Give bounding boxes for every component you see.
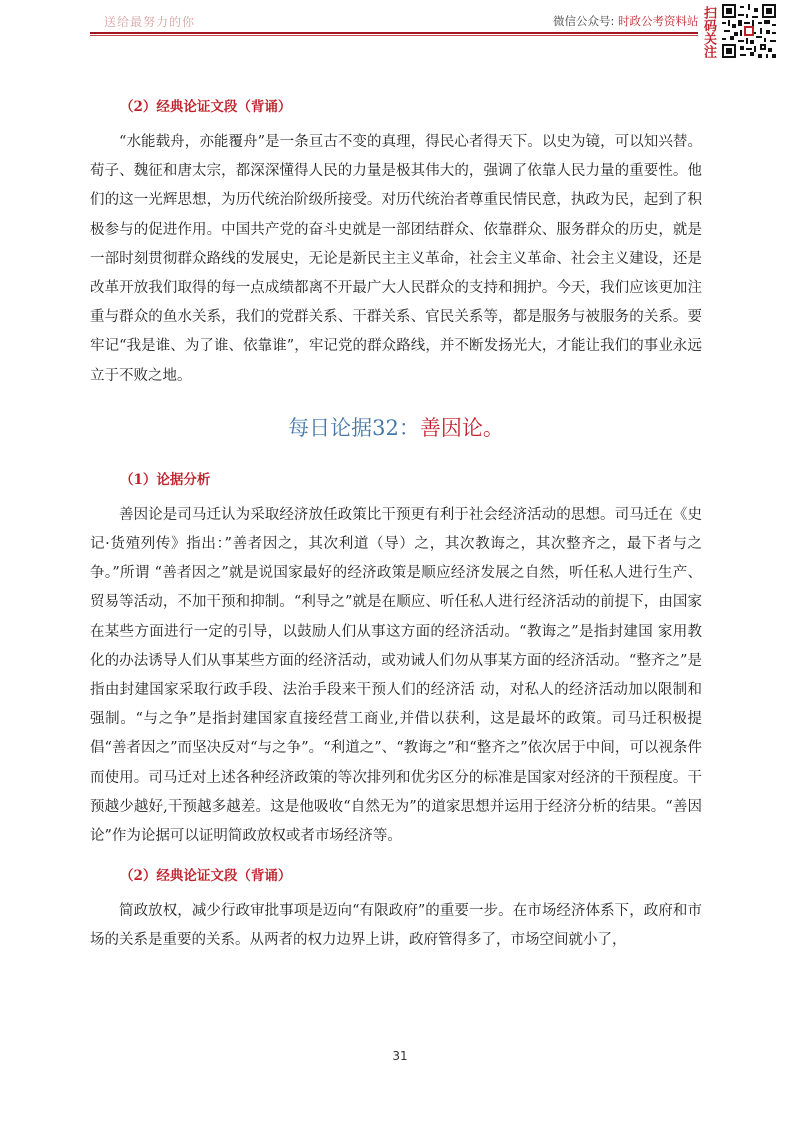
header-slogan: 送给最努力的你 [104,15,196,29]
section-subheading: （2）经典论证文段（背诵） [120,99,292,115]
chapter-title [90,413,702,443]
page-header [0,0,800,60]
page-content [90,94,702,956]
header-rule [90,32,698,34]
body-paragraph: “水能载舟，亦能覆舟”是一条亘古不变的真理，得民心者得天下。以史为镜，可以知兴替。荀子、魏征和唐太宗，都深深懂得人民的力量是极其伟大的，强调了依靠人民力量的重要性。他们的这一光辉思想，为历代统治阶级所接受。对历代统治者尊重民情民意，执政为民，起到了积极参与的促进作用。中国共产党的奋斗史就是一部团结群众、依靠群众、服务群众的历史，就是一部时刻贯彻群众路线的发展史，无论是新民主主义革命，社会主义革命、社会主义建设，还是改革开放我们取得的每一点成绩都离不开最广大人民群众的支持和拥护。今天，我们应该更加注重与群众的鱼水关系，我们的党群关系、干群关系、官民关系等，都是服务与被服务的关系。要牢记“我是谁、为了谁、依靠谁”，牢记党的群众路线，并不断发扬光大，才能让我们的事业永远立于不败之地。 [90,134,702,384]
scan-follow-label: 扫码关注 [701,6,716,58]
header-wechat [553,13,699,29]
header-rule-thin [90,35,698,36]
chapter-title-name: 善因论。 [419,415,504,440]
page-number: 31 [392,1049,408,1063]
section-subheading: （1）论据分析 [120,471,211,488]
wechat-account-name: 时政公考资料站 [618,14,699,28]
chapter-title-prefix: 每日论据32： [288,415,420,440]
wechat-prefix: 微信公众号: [553,14,619,28]
body-paragraph: 简政放权，减少行政审批事项是迈向“有限政府”的重要一步。在市场经济体系下，政府和市场的关系是重要的关系。从两者的权力边界上讲，政府管得多了，市场空间就小了， [90,903,702,949]
section-subheading: （2）经典论证文段（背诵） [120,868,292,885]
qr-code-icon[interactable] [722,4,776,58]
body-paragraph: 善因论是司马迁认为采取经济放任政策比干预更有利于社会经济活动的思想。司马迁在《史记·货殖列传》指出：”善者因之，其次利道（导）之，其次教诲之，其次整齐之，最下者与之争。”所谓 “善者因之”就是说国家最好的经济政策是顺应经济发展之自然，听任私人进行生产、贸易等活动，不加干预和抑制。“利导之”就是在顺应、听任私人进行经济活动的前提下，由国家在某些方面进行一定的引导，以鼓励人们从事这方面的经济活动。“教诲之”是指封建国 家用教化的办法诱导人们从事某些方面的经济活动，或劝诫人们勿从事某方面的经济活动。“整齐之”是指由封建国家采取行政手段、法治手段来干预人们的经济活 动，对私人的经济活动加以限制和强制。“与之争”是指封建国家直接经营工商业,并借以获利，这是最坏的政策。司马迁积极提倡“善者因之”而坚决反对“与之争”。“利道之”、“教诲之”和“整齐之”依次居于中间，可以视条件而使用。司马迁对上述各种经济政策的等次排列和优劣区分的标准是国家对经济的干预程度。干预越少越好,干预越多越差。这是他吸收“自然无为”的道家思想并运用于经济分析的结果。“善因论”作为论据可以证明简政放权或者市场经济等。 [90,506,702,845]
